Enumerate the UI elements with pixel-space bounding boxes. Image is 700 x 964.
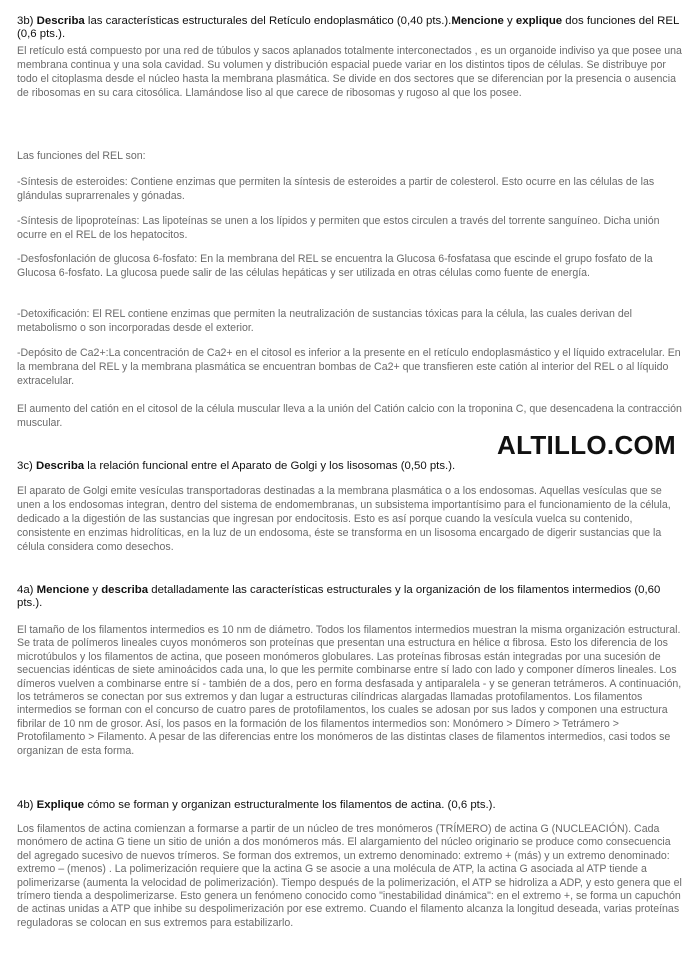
question-keyword: Mencione [36, 584, 90, 596]
question-keyword: describa [101, 584, 149, 596]
question-keyword: Describa [36, 15, 85, 27]
question-3c [17, 460, 687, 473]
question-text: y [89, 584, 102, 596]
answer-filamentos-actina: Los filamentos de actina comienzan a formarse a partir de un núcleo de tres monómeros (TRÍMERO) de actina G (NUCLEACIÓN). Cada monómero de actina G tiene un sitio de unión a dos monómeros más. El alargamiento del núcleo originario se produce como consecuencia del agregado sucesivo de nuevos trímeros. Se forman dos extremos, un extremo denominado: extremo + (más) y un extremo denominado: extremo – (menos) . La polimerización requiere que la actina G se asocie a una molécula de ATP, la actina G asociada al ATP tiende a polimerizarse (aumenta la velocidad de polimerización). Tiempo después de la polimerización, el ATP se hidroliza a ADP, y esto genera que el trímero tienda a despolimerizarse. Esto genera un fenómeno conocido como "inestabilidad dinámica": en el extremo +, se forma un capuchón de actinas unidas a ATP que inhibe su despolimerización por ese extremo. Cuando el filamento alcanza la longitud deseada, varias proteínas reguladoras se colocan en sus extremos para estabilizarlo. [17, 823, 682, 929]
question-text: las características estructurales del Retículo endoplasmático (0,40 pts.). [84, 15, 452, 27]
question-keyword: Explique [36, 799, 85, 811]
question-number: 4b) [17, 799, 34, 811]
answer-filamentos-intermedios: El tamaño de los filamentos intermedios es 10 nm de diámetro. Todos los filamentos intermedios muestran la misma organización estructural. Se trata de polímeros lineales cuyos monómeros son proteínas que presentan una estructura en hélice α fibrosa. Esto los diferencia de los microtúbulos y los filamentos de actina, que poseen monómeros globulares. Las proteínas fibrosas están integradas por una sucesión de secuencias idénticas de siete aminoácidos cada una, lo que les permite combinarse entre sí lado con lado y componer dímeros lineales. Los dímeros vuelven a combinarse entre sí - también de a dos, pero en forma desfasada y antiparalela - y se generan tetrámeros. A continuación, los tetrámeros se conectan por sus extremos y dan lugar a estructuras cilíndricas alargadas llamadas protofilamentos. Los filamentos intermedios se forman con el concurso de cuatro pares de protofilamentos, los cuales se adosan por sus lados y componen una estructura fibrilar de 10 nm de grosor. Así, los pasos en la formación de los filamentos intermedios son: Monómero > Dímero > Tetrámero > Protofilamento > Filamento. A pesar de las diferencias entre los monómeros de las distintas clases de filamentos intermedios, casi todos se organizan de esta forma. [17, 624, 682, 757]
question-text: y [503, 15, 516, 27]
site-logo: ALTILLO.COM [497, 430, 677, 460]
answer-funcion-esteroides: -Síntesis de esteroides: Contiene enzimas que permiten la síntesis de esteroides a partir de colesterol. Esto ocurre en las células de las glándulas suprarrenales y gónadas. [17, 176, 655, 202]
answer-funcion-detoxificacion: -Detoxificación: El REL contiene enzimas que permiten la neutralización de sustancias tóxicas para la célula, las cuales derivan del metabolismo o son incorporadas desde el exterior. [17, 308, 632, 334]
question-text: dos funciones del REL (0,6 pts.). [17, 15, 679, 40]
question-keyword: Describa [36, 460, 85, 472]
question-number: 4a) [17, 584, 34, 596]
question-text: detalladamente las características estructurales y la organización de los filamentos intermedios (0,60 pts.). [17, 584, 661, 609]
question-text: cómo se forman y organizan estructuralmente los filamentos de actina. (0,6 pts.). [84, 799, 496, 811]
question-4a [17, 584, 687, 610]
answer-reticulo: El retículo está compuesto por una red de túbulos y sacos aplanados totalmente interconectados , es un organoide indiviso ya que posee una membrana continua y una sola cavidad. Su volumen y distribución espacial puede variar en los distintos tipos de células. Se distribuye por todo el citoplasma desde el núcleo hasta la membrana plasmática. Se divide en dos sectores que se diferencian por la presencia o ausencia de ribosomas en su cara citosólica. Llamándose liso al que carece de ribosomas y rugoso al que los posee. [17, 45, 682, 99]
answer-calcio-contraccion: El aumento del catión en el citosol de la célula muscular lleva a la unión del Catión calcio con la troponina C, que desencadena la contracción muscular. [17, 403, 682, 429]
question-keyword: Mencione [451, 15, 504, 27]
question-number: 3b) [17, 15, 34, 27]
answer-funcion-calcio: -Depósito de Ca2+:La concentración de Ca2+ en el citosol es inferior a la presente en el retículo endoplasmástico y el líquido extracelular. En la membrana del REL y la membrana plasmática se encuentran bombas de Ca2+ que transfieren este catión al interior del REL o al líquido extracelular. [17, 347, 681, 387]
question-3b [17, 15, 687, 41]
question-text: la relación funcional entre el Aparato de Golgi y los lisosomas (0,50 pts.). [84, 460, 456, 472]
answer-funcion-desfosforilacion: -Desfosfonlación de glucosa 6-fosfato: En la membrana del REL se encuentra la Glucosa 6-fosfatasa que escinde el grupo fosfato de la Glucosa 6-fosfato. La glucosa puede salir de las células hepáticas y ser utilizada en otras células como fuente de energía. [17, 253, 653, 279]
answer-golgi: El aparato de Golgi emite vesículas transportadoras destinadas a la membrana plasmática o a los endosomas. Aquellas vesículas que se unen a los endosomas integran, dentro del sistema de endomembranas, un subsistema importantísimo para el funcionamiento de la célula, dedicado a la digestión de las sustancias que ingresan por endocitosis. Esto es así porque cuando la vesícula vuelca su contenido, consistente en enzimas hidrolíticas, en la luz de un endosoma, éste se transforma en un lisosoma encargado de digerir sustancias que la célula considera como desechos. [17, 485, 671, 553]
question-4b [17, 799, 687, 812]
question-keyword: explique [515, 15, 563, 27]
question-number: 3c) [17, 460, 33, 472]
answer-funciones-heading: Las funciones del REL son: [17, 150, 146, 162]
answer-funcion-lipoproteinas: -Síntesis de lipoproteínas: Las lipoteínas se unen a los lípidos y permiten que estos circulen a través del torrente sanguíneo. Dicha unión ocurre en el REL de los hepatocitos. [17, 215, 660, 241]
